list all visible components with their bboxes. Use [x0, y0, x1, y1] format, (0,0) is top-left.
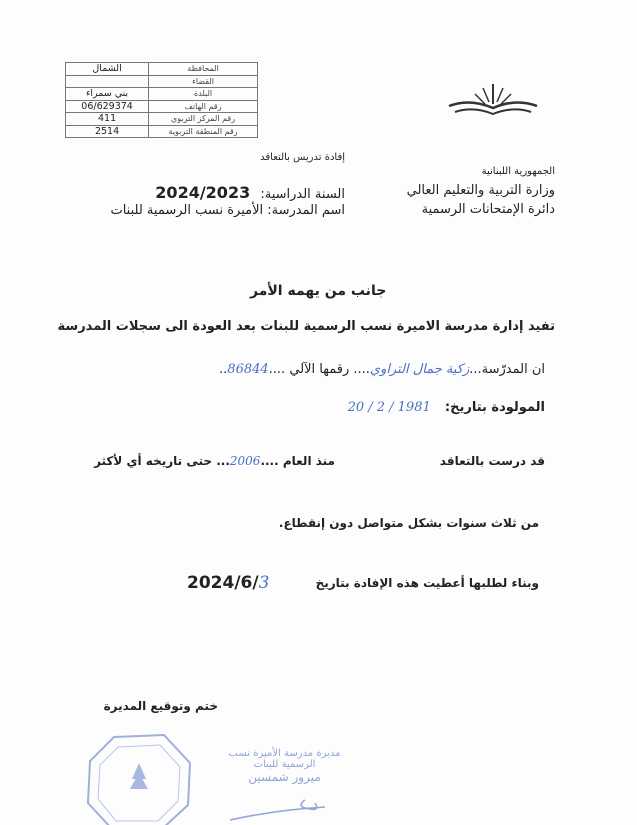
since-line: منذ العام ....2006... حتى تاريخه أي لأكثر [94, 454, 335, 468]
stamp-line-1: مديرة مدرسة الأميرة نسب [228, 748, 341, 759]
id-value: 86844 [227, 362, 269, 377]
school-value: الأميرة نسب الرسمية للبنات [110, 203, 264, 218]
info-row [66, 75, 258, 88]
republic-label: الجمهورية اللبنانية [481, 166, 555, 177]
document-title: إفادة تدريس بالتعاقد [260, 152, 345, 163]
year-value: 2024/2023 [155, 183, 251, 202]
directorate-label: دائرة الإمتحانات الرسمية [421, 202, 555, 217]
academic-year [155, 183, 345, 202]
stamp-line-2: الرسمية للبنات [253, 759, 316, 770]
stamp-line-3: ميرور شمسين [248, 770, 321, 784]
info-row [66, 88, 258, 101]
taught-label: قد درست بالتعاقد [439, 454, 545, 468]
info-label: القضاء [149, 75, 258, 88]
ministry-logo-icon [445, 82, 541, 118]
birth-date: 20 / 2 / 1981 [347, 400, 431, 415]
id-label: رقمها الآلي [289, 362, 350, 377]
signature-label: ختم وتوقيع المديرة [103, 699, 218, 713]
info-value: 2514 [66, 125, 149, 138]
issued-label: وبناء لطلبها أعطيت هذه الإفادة بتاريخ [315, 576, 539, 590]
school-label: اسم المدرسة: [267, 203, 345, 218]
salutation: جانب من يهمه الأمر [250, 283, 387, 299]
teacher-line: ان المدرّسة...زكية جمال التراوي.... رقمها الآلي ....86844.. [219, 362, 545, 377]
since-year: 2006 [229, 454, 261, 468]
official-stamp-icon [84, 733, 194, 825]
signature-icon [225, 795, 335, 825]
until-label: حتى تاريخه أي لأكثر [94, 454, 213, 468]
continuity-text: من ثلاث سنوات بشكل متواصل دون إنقطاع. [278, 516, 539, 530]
info-value [66, 75, 149, 88]
since-label: منذ العام [282, 454, 335, 468]
teacher-prefix: ان المدرّسة [481, 362, 545, 377]
ministry-label: وزارة التربية والتعليم العالي [406, 183, 555, 198]
info-value: بني سمراء [66, 88, 149, 101]
issued-date-printed: 2024/6/ [187, 573, 259, 593]
info-label: البلدة [149, 88, 258, 101]
info-label: رقم الهاتف [149, 100, 258, 113]
info-row [66, 100, 258, 113]
info-label: رقم المنطقة التربوية [149, 125, 258, 138]
school-info-table [65, 62, 258, 138]
info-row [66, 63, 258, 76]
birth-line [348, 400, 545, 415]
year-label: السنة الدراسية: [260, 187, 345, 202]
teacher-name: زكية جمال التراوي [369, 362, 470, 377]
stamp-text [222, 748, 347, 784]
info-row [66, 125, 258, 138]
info-value: 411 [66, 113, 149, 126]
info-label: المحافظة [149, 63, 258, 76]
school-name [110, 203, 345, 218]
issued-date [187, 573, 269, 593]
info-row [66, 113, 258, 126]
issued-day: 3 [258, 573, 270, 593]
intro-text: تفيد إدارة مدرسة الاميرة نسب الرسمية للبنات بعد العودة الى سجلات المدرسة [57, 319, 555, 334]
birth-label: المولودة بتاريخ: [444, 400, 545, 415]
info-label: رقم المركز التربوي [149, 113, 258, 126]
info-value: 06/629374 [66, 100, 149, 113]
info-value: الشمال [66, 63, 149, 76]
